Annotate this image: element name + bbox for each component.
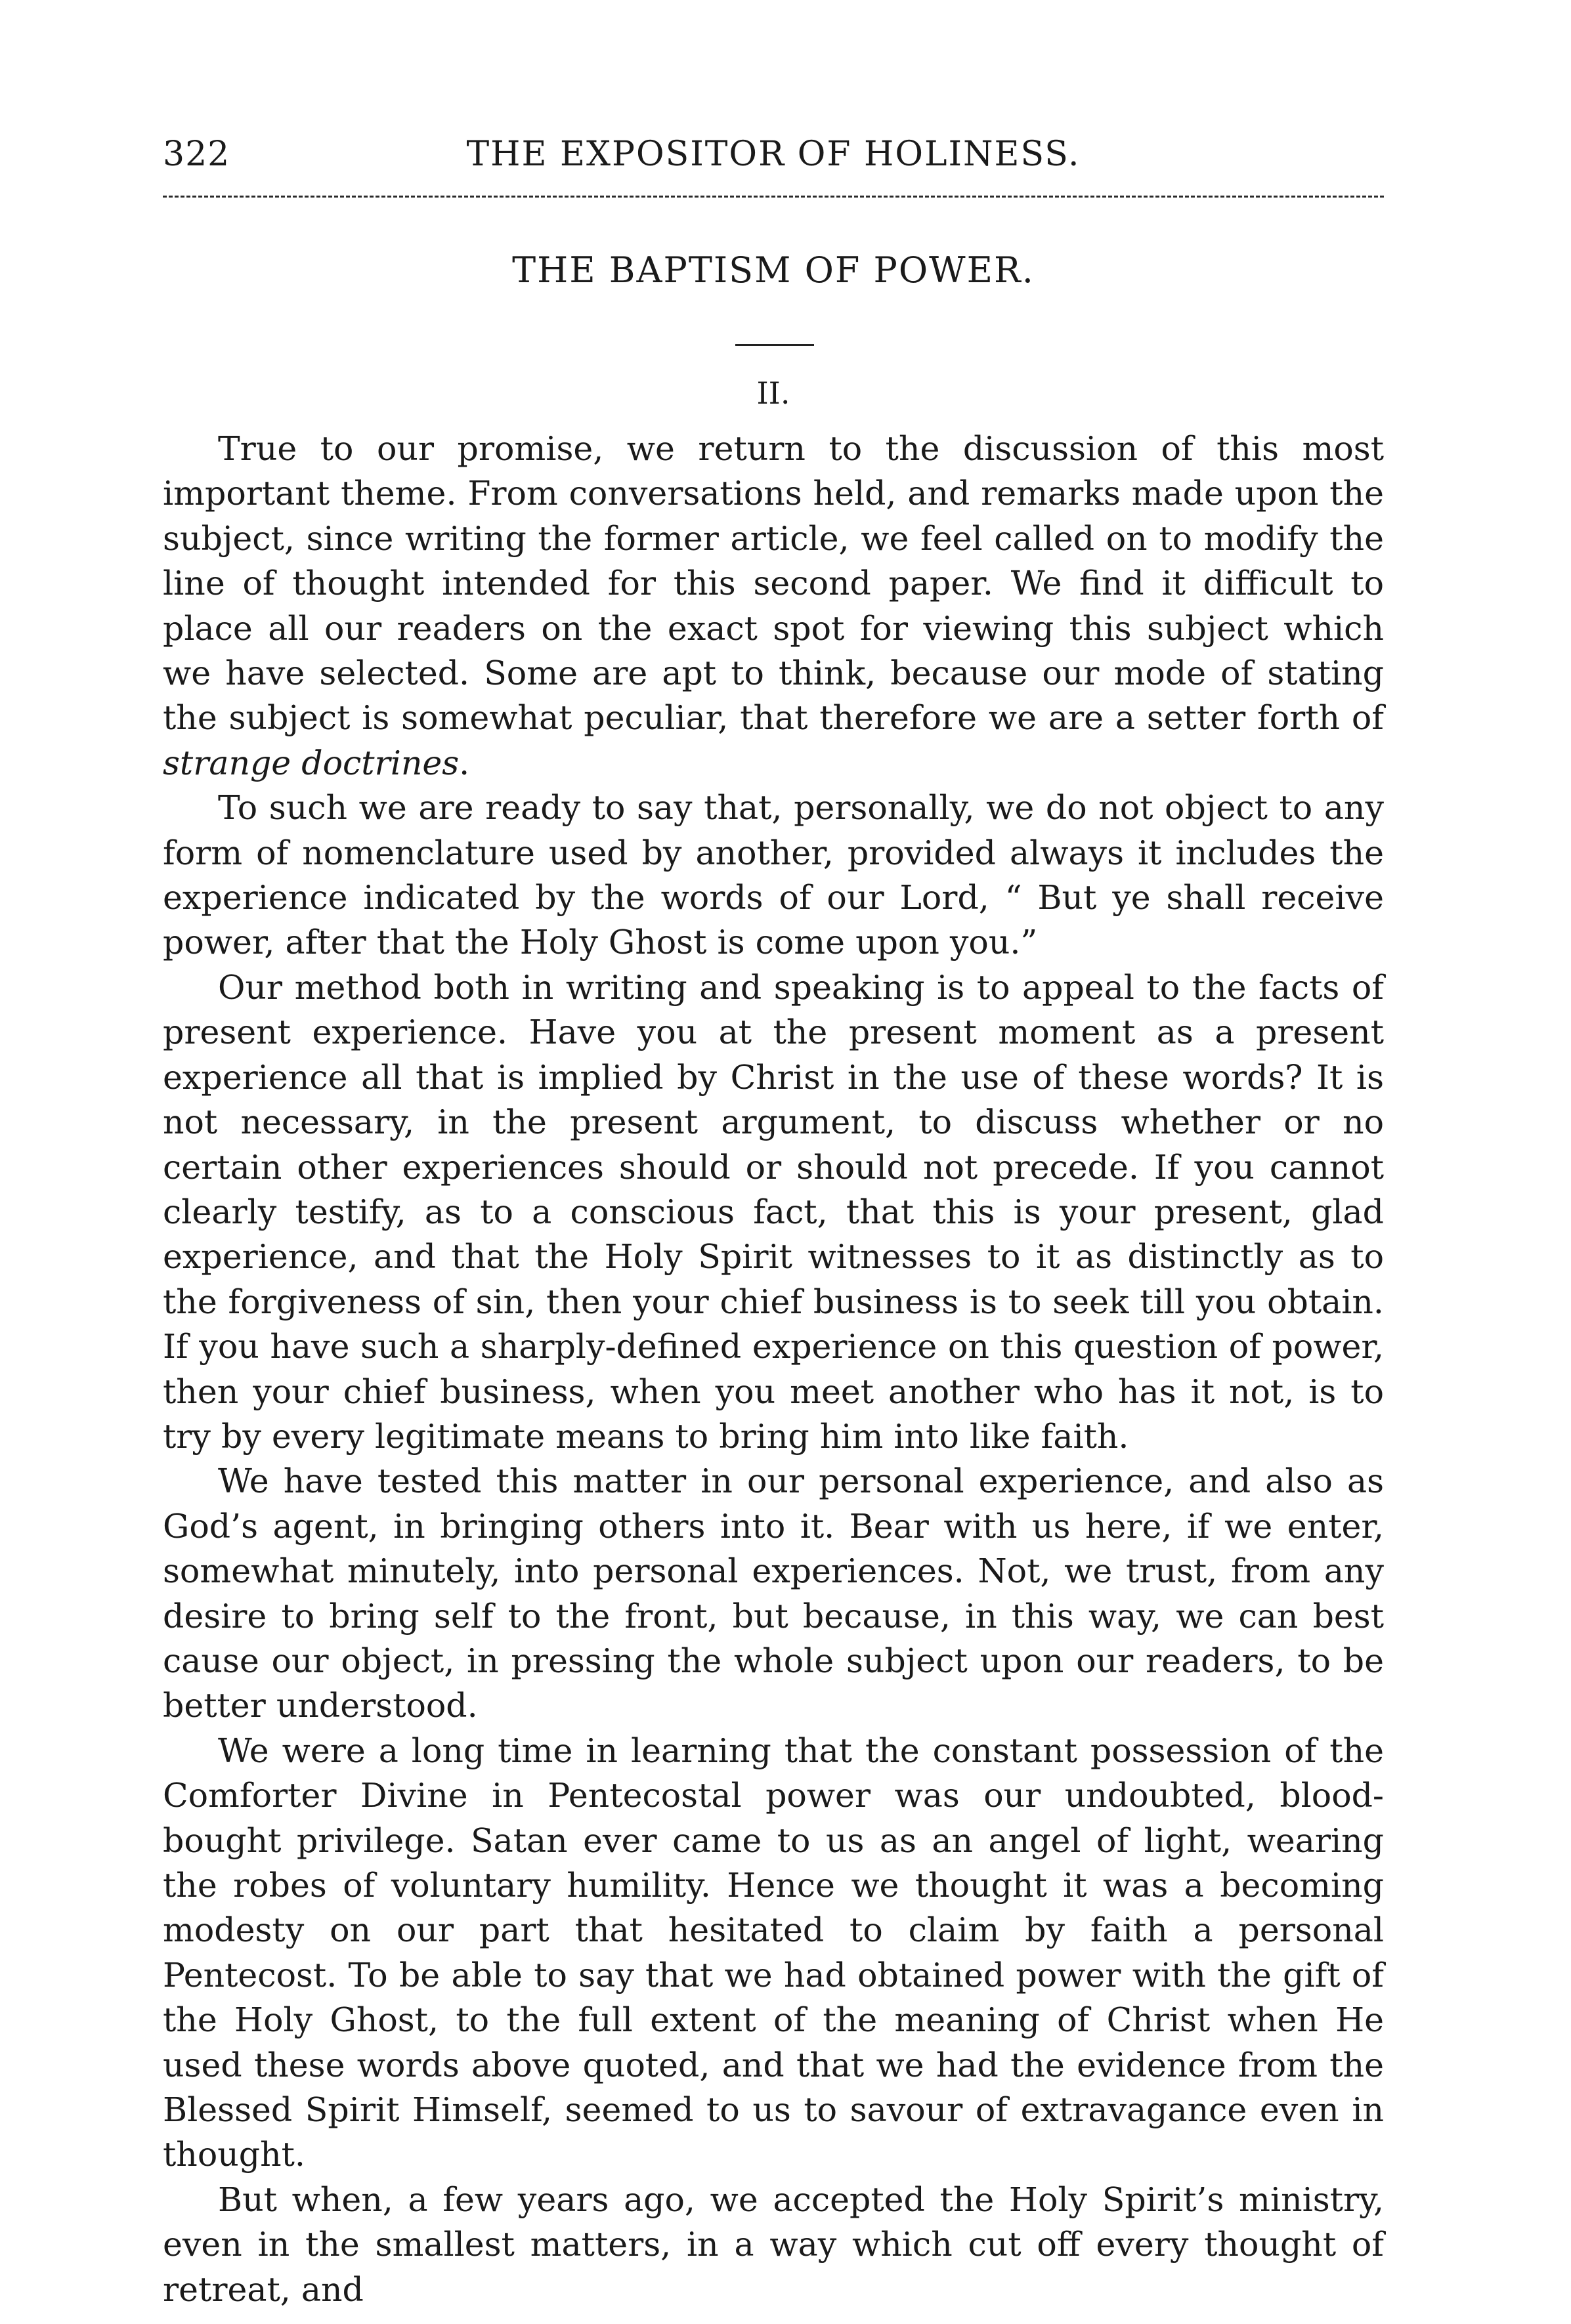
part-number: II. — [756, 375, 790, 411]
header-rule — [163, 196, 1384, 198]
page-number: 322 — [163, 135, 230, 174]
article-title: THE BAPTISM OF POWER. — [512, 249, 1035, 291]
title-rule — [735, 344, 814, 346]
paragraph-1-end: . — [459, 743, 470, 782]
paragraph-1 — [163, 427, 1384, 786]
paragraph-6: But when, a few years ago, we accepted the Holy Spirit’s ministry, even in the smallest matters, in a way which cut off every thought of retreat, and — [163, 2180, 1384, 2309]
running-head: THE EXPOSITOR OF HOLINESS. — [466, 135, 1081, 174]
emphasis-strange-doctrines: strange doctrines — [163, 743, 460, 782]
paragraph-4: We have tested this matter in our personal experience, and also as God’s agent, in bringing others into it. Bear with us here, if we enter, somewhat minutely, into personal experiences. Not, we trust, from any desire to bring self to the front, but because, in this way, we can best cause our object, in pressing the whole subject upon our readers, to be better understood. — [163, 1462, 1384, 1725]
paragraph-3: Our method both in writing and speaking is to appeal to the facts of present experience. Have you at the present moment as a present experience all that is implied by Christ in the use of these words? It is not necessary, in the present argument, to discuss whether or no certain other experiences should or should not precede. If you cannot clearly testify, as to a conscious fact, that this is your present, glad experience, and that the Holy Spirit witnesses to it as distinctly as to the forgiveness of sin, then your chief business is to seek till you obtain. If you have such a sharply-defined experience on this question of power, then your chief business, when you meet another who has it not, is to try by every legitimate means to bring him into like faith. — [163, 967, 1384, 1456]
paragraph-1-text: True to our promise, we return to the discussion of this most important theme. From conversations held, and remarks made upon the subject, since writing the former article, we feel called on to modify the line of thought intended for this second paper. We find it difficult to place all our readers on the exact spot for viewing this subject which we have selected. Some are apt to think, because our mode of stating the subject is somewhat peculiar, that therefore we are a setter forth of — [163, 429, 1384, 738]
paragraph-5: We were a long time in learning that the constant possession of the Comforter Divine in Pentecostal power was our undoubted, blood-bought privilege. Satan ever came to us as an angel of light, wearing the robes of voluntary humility. Hence we thought it was a becoming modesty on our part that hesitated to claim by faith a personal Pentecost. To be able to say that we had obtained power with the gift of the Holy Ghost, to the full extent of the meaning of Christ when He used these words above quoted, and that we had the evidence from the Blessed Spirit Himself, seemed to us to savour of extravagance even in thought. — [163, 1731, 1384, 2174]
page-header — [163, 135, 1384, 180]
paragraph-2: To such we are ready to say that, personally, we do not object to any form of nomenclature used by another, provided always it includes the experience indicated by the words of our Lord, “ But ye shall receive power, after that the Holy Ghost is come upon you.” — [163, 788, 1384, 962]
article-body — [163, 427, 1384, 2312]
